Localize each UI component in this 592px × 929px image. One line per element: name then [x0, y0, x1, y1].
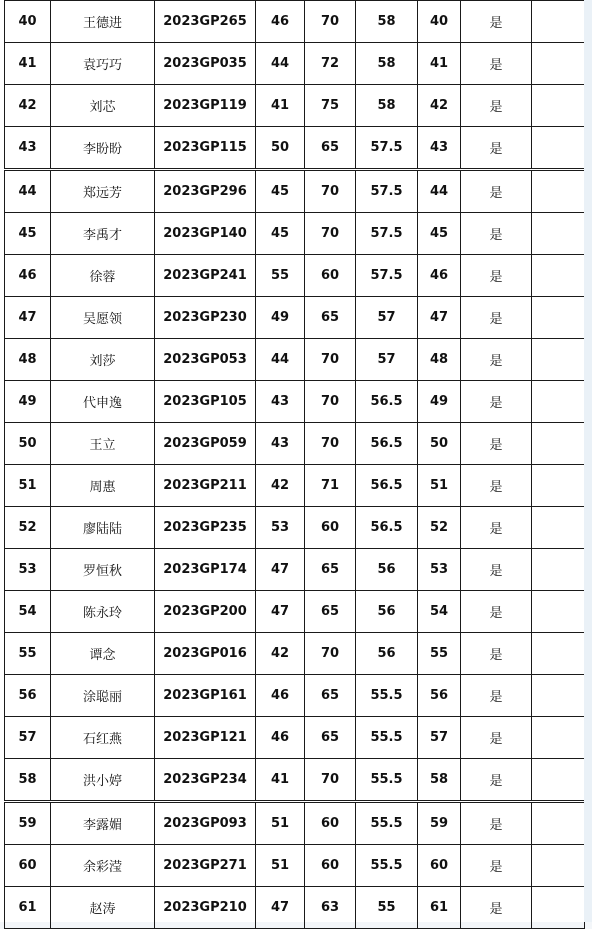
score-2-cell: 70: [305, 170, 356, 213]
name-cell: 廖陆陆: [51, 507, 155, 549]
candidate-id-cell: 2023GP241: [155, 255, 256, 297]
total-score-cell: 55.5: [356, 802, 418, 845]
score-2-cell: 70: [305, 1, 356, 43]
qualified-flag-cell: 是: [461, 887, 532, 929]
overall-rank-cell: 52: [418, 507, 461, 549]
score-2-cell: 65: [305, 717, 356, 759]
total-score-cell: 55.5: [356, 675, 418, 717]
score-2-cell: 65: [305, 297, 356, 339]
score-1-cell: 51: [256, 845, 305, 887]
name-cell: 涂聪丽: [51, 675, 155, 717]
rank-cell: 43: [5, 127, 51, 170]
overall-rank-cell: 57: [418, 717, 461, 759]
overall-rank-cell: 46: [418, 255, 461, 297]
name-cell: 吴愿领: [51, 297, 155, 339]
name-cell: 罗恒秋: [51, 549, 155, 591]
name-cell: 李盼盼: [51, 127, 155, 170]
candidate-id-cell: 2023GP119: [155, 85, 256, 127]
total-score-cell: 58: [356, 85, 418, 127]
rank-cell: 59: [5, 802, 51, 845]
score-1-cell: 46: [256, 717, 305, 759]
candidate-id-cell: 2023GP265: [155, 1, 256, 43]
score-2-cell: 72: [305, 43, 356, 85]
score-1-cell: 43: [256, 423, 305, 465]
name-cell: 李露媚: [51, 802, 155, 845]
qualified-flag-cell: 是: [461, 423, 532, 465]
rank-cell: 53: [5, 549, 51, 591]
rank-cell: 44: [5, 170, 51, 213]
table-row: [5, 1, 585, 43]
name-cell: 徐蓉: [51, 255, 155, 297]
score-2-cell: 70: [305, 339, 356, 381]
note-cell: [532, 43, 585, 85]
table-row: [5, 127, 585, 170]
table-row: [5, 675, 585, 717]
candidate-id-cell: 2023GP140: [155, 213, 256, 255]
score-1-cell: 53: [256, 507, 305, 549]
qualified-flag-cell: 是: [461, 255, 532, 297]
rank-cell: 51: [5, 465, 51, 507]
score-1-cell: 41: [256, 85, 305, 127]
rank-cell: 50: [5, 423, 51, 465]
name-cell: 余彩滢: [51, 845, 155, 887]
score-1-cell: 44: [256, 43, 305, 85]
overall-rank-cell: 60: [418, 845, 461, 887]
total-score-cell: 55.5: [356, 717, 418, 759]
total-score-cell: 56.5: [356, 465, 418, 507]
name-cell: 赵涛: [51, 887, 155, 929]
qualified-flag-cell: 是: [461, 675, 532, 717]
table-row: [5, 85, 585, 127]
rank-cell: 61: [5, 887, 51, 929]
qualified-flag-cell: 是: [461, 43, 532, 85]
score-2-cell: 60: [305, 507, 356, 549]
name-cell: 陈永玲: [51, 591, 155, 633]
score-2-cell: 60: [305, 845, 356, 887]
candidate-id-cell: 2023GP271: [155, 845, 256, 887]
total-score-cell: 57.5: [356, 255, 418, 297]
candidate-id-cell: 2023GP035: [155, 43, 256, 85]
overall-rank-cell: 58: [418, 759, 461, 802]
table-row: [5, 255, 585, 297]
rank-cell: 57: [5, 717, 51, 759]
overall-rank-cell: 50: [418, 423, 461, 465]
table-row: [5, 802, 585, 845]
name-cell: 王立: [51, 423, 155, 465]
table-row: [5, 381, 585, 423]
score-2-cell: 65: [305, 591, 356, 633]
name-cell: 郑远芳: [51, 170, 155, 213]
rank-cell: 48: [5, 339, 51, 381]
table-row: [5, 887, 585, 929]
candidate-id-cell: 2023GP296: [155, 170, 256, 213]
candidate-id-cell: 2023GP210: [155, 887, 256, 929]
rank-cell: 56: [5, 675, 51, 717]
qualified-flag-cell: 是: [461, 591, 532, 633]
overall-rank-cell: 41: [418, 43, 461, 85]
table-row: [5, 507, 585, 549]
rank-cell: 42: [5, 85, 51, 127]
candidate-id-cell: 2023GP093: [155, 802, 256, 845]
total-score-cell: 57: [356, 297, 418, 339]
note-cell: [532, 759, 585, 802]
overall-rank-cell: 44: [418, 170, 461, 213]
qualified-flag-cell: 是: [461, 170, 532, 213]
candidate-id-cell: 2023GP211: [155, 465, 256, 507]
note-cell: [532, 1, 585, 43]
candidate-id-cell: 2023GP234: [155, 759, 256, 802]
name-cell: 李禹才: [51, 213, 155, 255]
table-row: [5, 423, 585, 465]
note-cell: [532, 887, 585, 929]
name-cell: 周惠: [51, 465, 155, 507]
table-row: [5, 297, 585, 339]
candidate-id-cell: 2023GP105: [155, 381, 256, 423]
note-cell: [532, 297, 585, 339]
score-1-cell: 47: [256, 549, 305, 591]
name-cell: 袁巧巧: [51, 43, 155, 85]
note-cell: [532, 465, 585, 507]
qualified-flag-cell: 是: [461, 85, 532, 127]
table-row: [5, 465, 585, 507]
qualified-flag-cell: 是: [461, 381, 532, 423]
overall-rank-cell: 59: [418, 802, 461, 845]
rank-cell: 47: [5, 297, 51, 339]
score-1-cell: 46: [256, 675, 305, 717]
score-2-cell: 60: [305, 802, 356, 845]
total-score-cell: 55: [356, 887, 418, 929]
note-cell: [532, 675, 585, 717]
name-cell: 谭念: [51, 633, 155, 675]
note-cell: [532, 213, 585, 255]
candidate-id-cell: 2023GP053: [155, 339, 256, 381]
note-cell: [532, 170, 585, 213]
qualified-flag-cell: 是: [461, 297, 532, 339]
note-cell: [532, 591, 585, 633]
total-score-cell: 56.5: [356, 423, 418, 465]
qualified-flag-cell: 是: [461, 1, 532, 43]
note-cell: [532, 255, 585, 297]
score-2-cell: 60: [305, 255, 356, 297]
rank-cell: 49: [5, 381, 51, 423]
overall-rank-cell: 42: [418, 85, 461, 127]
table-row: [5, 170, 585, 213]
rank-cell: 41: [5, 43, 51, 85]
score-1-cell: 41: [256, 759, 305, 802]
score-2-cell: 70: [305, 213, 356, 255]
score-2-cell: 71: [305, 465, 356, 507]
total-score-cell: 57.5: [356, 170, 418, 213]
qualified-flag-cell: 是: [461, 717, 532, 759]
overall-rank-cell: 47: [418, 297, 461, 339]
scroll-strip[interactable]: [584, 0, 592, 922]
candidate-id-cell: 2023GP174: [155, 549, 256, 591]
score-1-cell: 46: [256, 1, 305, 43]
score-2-cell: 70: [305, 423, 356, 465]
rank-cell: 46: [5, 255, 51, 297]
name-cell: 刘芯: [51, 85, 155, 127]
overall-rank-cell: 40: [418, 1, 461, 43]
total-score-cell: 56.5: [356, 381, 418, 423]
total-score-cell: 57.5: [356, 127, 418, 170]
qualified-flag-cell: 是: [461, 465, 532, 507]
score-2-cell: 65: [305, 675, 356, 717]
note-cell: [532, 423, 585, 465]
score-1-cell: 51: [256, 802, 305, 845]
candidate-id-cell: 2023GP230: [155, 297, 256, 339]
note-cell: [532, 802, 585, 845]
rank-cell: 45: [5, 213, 51, 255]
score-2-cell: 70: [305, 633, 356, 675]
note-cell: [532, 85, 585, 127]
candidate-id-cell: 2023GP121: [155, 717, 256, 759]
total-score-cell: 56.5: [356, 507, 418, 549]
total-score-cell: 58: [356, 43, 418, 85]
total-score-cell: 55.5: [356, 845, 418, 887]
rank-cell: 40: [5, 1, 51, 43]
qualified-flag-cell: 是: [461, 633, 532, 675]
score-1-cell: 47: [256, 887, 305, 929]
overall-rank-cell: 49: [418, 381, 461, 423]
score-1-cell: 45: [256, 213, 305, 255]
score-1-cell: 43: [256, 381, 305, 423]
score-1-cell: 55: [256, 255, 305, 297]
overall-rank-cell: 56: [418, 675, 461, 717]
note-cell: [532, 339, 585, 381]
score-2-cell: 70: [305, 759, 356, 802]
rank-cell: 52: [5, 507, 51, 549]
candidate-id-cell: 2023GP115: [155, 127, 256, 170]
candidate-id-cell: 2023GP235: [155, 507, 256, 549]
table-row: [5, 591, 585, 633]
score-1-cell: 42: [256, 465, 305, 507]
overall-rank-cell: 48: [418, 339, 461, 381]
qualified-flag-cell: 是: [461, 549, 532, 591]
table-row: [5, 845, 585, 887]
score-1-cell: 44: [256, 339, 305, 381]
overall-rank-cell: 55: [418, 633, 461, 675]
table-row: [5, 549, 585, 591]
rank-cell: 60: [5, 845, 51, 887]
note-cell: [532, 845, 585, 887]
note-cell: [532, 381, 585, 423]
score-1-cell: 50: [256, 127, 305, 170]
note-cell: [532, 549, 585, 591]
candidate-id-cell: 2023GP200: [155, 591, 256, 633]
candidate-id-cell: 2023GP016: [155, 633, 256, 675]
total-score-cell: 57.5: [356, 213, 418, 255]
total-score-cell: 58: [356, 1, 418, 43]
overall-rank-cell: 51: [418, 465, 461, 507]
score-2-cell: 70: [305, 381, 356, 423]
table-row: [5, 43, 585, 85]
name-cell: 代申逸: [51, 381, 155, 423]
score-2-cell: 65: [305, 549, 356, 591]
total-score-cell: 55.5: [356, 759, 418, 802]
score-2-cell: 65: [305, 127, 356, 170]
qualified-flag-cell: 是: [461, 213, 532, 255]
note-cell: [532, 717, 585, 759]
score-1-cell: 49: [256, 297, 305, 339]
table-row: [5, 633, 585, 675]
qualified-flag-cell: 是: [461, 802, 532, 845]
note-cell: [532, 633, 585, 675]
qualified-flag-cell: 是: [461, 127, 532, 170]
note-cell: [532, 507, 585, 549]
rank-cell: 55: [5, 633, 51, 675]
score-1-cell: 47: [256, 591, 305, 633]
overall-rank-cell: 45: [418, 213, 461, 255]
candidate-id-cell: 2023GP161: [155, 675, 256, 717]
score-2-cell: 63: [305, 887, 356, 929]
table-row: [5, 213, 585, 255]
overall-rank-cell: 54: [418, 591, 461, 633]
qualified-flag-cell: 是: [461, 339, 532, 381]
table-body: [5, 1, 585, 929]
rank-cell: 54: [5, 591, 51, 633]
qualified-flag-cell: 是: [461, 507, 532, 549]
table-row: [5, 759, 585, 802]
name-cell: 洪小婷: [51, 759, 155, 802]
overall-rank-cell: 61: [418, 887, 461, 929]
candidate-id-cell: 2023GP059: [155, 423, 256, 465]
qualified-flag-cell: 是: [461, 845, 532, 887]
score-2-cell: 75: [305, 85, 356, 127]
overall-rank-cell: 43: [418, 127, 461, 170]
total-score-cell: 56: [356, 633, 418, 675]
qualified-flag-cell: 是: [461, 759, 532, 802]
rank-cell: 58: [5, 759, 51, 802]
results-table: [4, 0, 585, 929]
note-cell: [532, 127, 585, 170]
name-cell: 刘莎: [51, 339, 155, 381]
total-score-cell: 56: [356, 591, 418, 633]
table-row: [5, 339, 585, 381]
total-score-cell: 57: [356, 339, 418, 381]
table-row: [5, 717, 585, 759]
score-1-cell: 45: [256, 170, 305, 213]
total-score-cell: 56: [356, 549, 418, 591]
name-cell: 石红燕: [51, 717, 155, 759]
score-1-cell: 42: [256, 633, 305, 675]
name-cell: 王德进: [51, 1, 155, 43]
overall-rank-cell: 53: [418, 549, 461, 591]
